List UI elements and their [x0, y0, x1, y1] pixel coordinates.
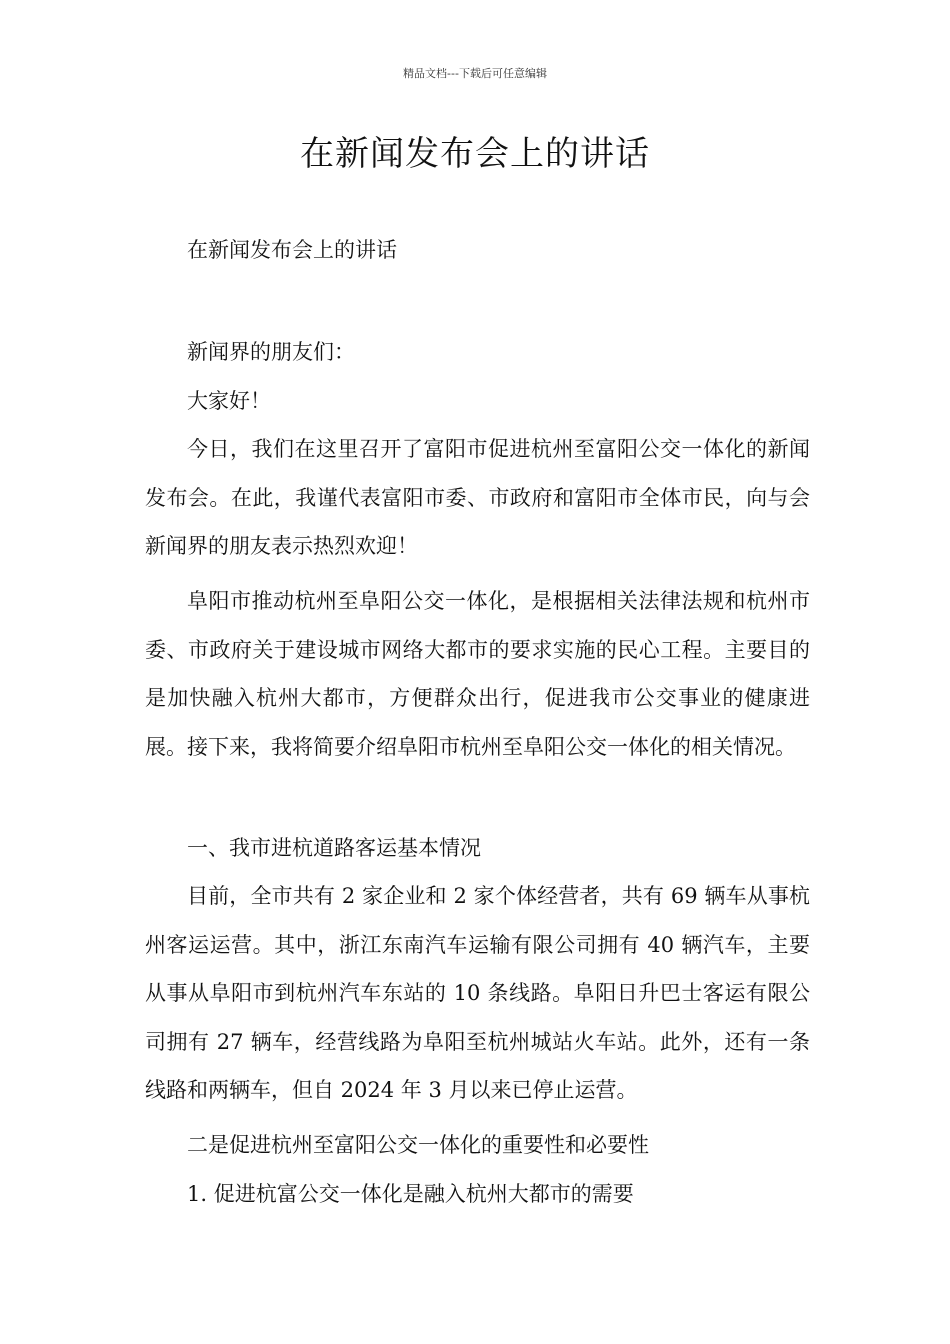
paragraph-opening: 今日，我们在这里召开了富阳市促进杭州至富阳公交一体化的新闻发布会。在此，我谨代表富阳市委、市政府和富阳市全体市民，向与会新闻界的朋友表示热烈欢迎！ — [145, 437, 810, 558]
paragraph-purpose: 阜阳市推动杭州至阜阳公交一体化，是根据相关法律法规和杭州市委、市政府关于建设城市网络大都市的要求实施的民心工程。主要目的是加快融入杭州大都市，方便群众出行，促进我市公交事业的健康进展。接下来，我将简要介绍阜阳市杭州至阜阳公交一体化的相关情况。 — [145, 589, 810, 759]
paragraph-salutation: 新闻界的朋友们： — [187, 340, 355, 364]
section-heading-1: 一、我市进杭道路客运基本情况 — [187, 836, 481, 860]
page-header: 精品文档---下载后可任意编辑 — [403, 67, 547, 80]
section-heading-2: 二是促进杭州至富阳公交一体化的重要性和必要性 — [187, 1133, 649, 1157]
paragraph-status: 目前，全市共有 2 家企业和 2 家个体经营者，共有 69 辆车从事杭州客运运营。其中，浙江东南汽车运输有限公司拥有 40 辆汽车，主要从事从阜阳市到杭州汽车东站的 10 条线路。阜阳日升巴士客运有限公司拥有 27 辆车，经营线路为阜阳至杭州城站火车站。此外，还有一条线路和两辆车，但自 2024 年 3 月以来已停止运营。 — [145, 884, 810, 1102]
paragraph-subtitle: 在新闻发布会上的讲话 — [187, 238, 397, 262]
document-title: 在新闻发布会上的讲话 — [300, 134, 650, 174]
paragraph-greeting: 大家好！ — [187, 389, 271, 413]
subsection-heading-1: 1. 促进杭富公交一体化是融入杭州大都市的需要 — [187, 1182, 634, 1206]
